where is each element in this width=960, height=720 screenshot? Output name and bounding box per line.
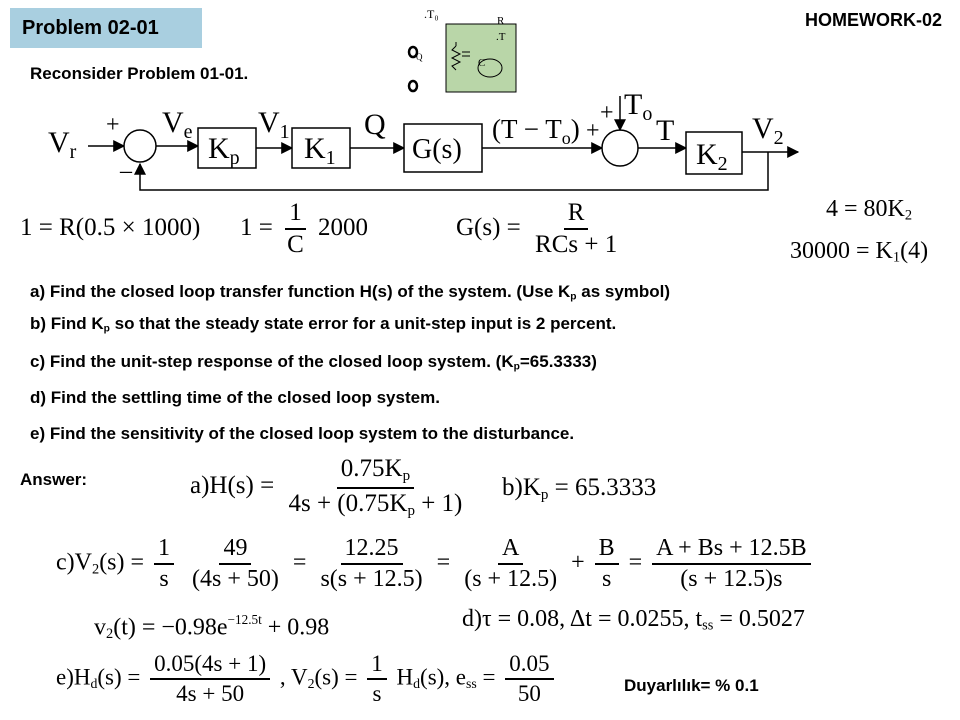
ve-label: $V_e$ [162, 106, 193, 143]
given-eq-2-lhs: 1 = [240, 213, 273, 241]
gs-block-label: G(s) [412, 134, 462, 165]
k1-block-label: $K_1$ [304, 132, 336, 169]
thumb-to-label: .T₀ [424, 7, 439, 21]
homework-label: HOMEWORK-02 [804, 10, 942, 30]
reconsider-text: Reconsider Problem 01-01. [30, 64, 249, 83]
thumb-q-label: Q [416, 52, 423, 62]
minus-1: – [120, 158, 132, 184]
given-eq-4: $4 = 80K_2$ [826, 196, 913, 224]
v1-label: $V_1$ [258, 106, 290, 143]
k2-block-label: $K_2$ [696, 138, 728, 175]
plus-3: + [600, 100, 614, 126]
answer-a: a)H(s) = $\frac{0.75K_p}{4s + (0.75K_p + 1)}$ [190, 456, 470, 519]
kp-block-label: $K_p$ [208, 132, 240, 169]
given-eq-1: 1 = R(0.5 × 1000) [20, 214, 201, 241]
thumb-port-1 [409, 47, 417, 57]
thumb-c-label: C [478, 57, 486, 69]
thumb-t-label: .T [496, 31, 506, 43]
block-diagram-svg [0, 86, 960, 202]
question-c: c) Find the unit-step response of the closed loop system. $(K_p=65.3333)$ [30, 352, 597, 373]
given-eq-2 [240, 200, 368, 259]
question-a: a) Find the closed loop transfer function H(s) of the system. (Use $K_p$ as symbol) [30, 282, 671, 303]
vr-label: $V_r$ [48, 126, 77, 163]
v2-label: $V_2$ [752, 112, 784, 149]
summing-junction-2 [602, 130, 638, 166]
thumb-r-label: R [497, 15, 505, 27]
to-label: $T_o$ [624, 88, 653, 125]
given-eq-2-rhs: 2000 [318, 213, 369, 241]
answer-label: Answer: [20, 470, 88, 489]
given-eq-3: G(s) = $\frac{R}{\text{RCs + 1}}$ [456, 200, 625, 259]
answer-a-fraction: $\frac{0.75K_p}{4s + (0.75K_p + 1)}$ [288, 455, 463, 519]
answer-v2t: $v_2(t) = -0.98e^{-12.5t} + 0.98$ [94, 612, 330, 643]
answer-d: d)τ = 0.08, Δt = 0.0255, $t_{ss} = 0.5027$ [462, 606, 805, 634]
answer-c: $c)V_2(s)$ = $\frac{1}{s}$ $\frac{49}{(4s + 50)}$ = $\frac{12.25}{s(s + 12.5)}$ = $\frac{A}{(s + 12.5)}$ + $\frac{B}{s}$ = $\frac{A + Bs + 12.5B}{(s + 12.5)s}$ [56, 536, 815, 592]
answer-b: $b)K_p = 65.3333$ [502, 474, 657, 503]
problem-title: Problem 02-01 [10, 8, 202, 48]
q-label: Q [364, 108, 386, 141]
duyarlilik-text: Duyarlılık= % 0.1 [624, 676, 759, 695]
tto-label: $(T - T_o)$ [492, 114, 580, 148]
circuit-thumbnail-svg [400, 2, 525, 98]
plus-2: + [586, 118, 600, 144]
question-e: e) Find the sensitivity of the closed loop system to the disturbance. [30, 424, 575, 443]
given-eq-3-fraction: $\frac{R}{\text{RCs + 1}}$ [535, 199, 618, 259]
block-diagram [0, 86, 960, 202]
question-d: d) Find the settling time of the closed loop system. [30, 388, 440, 407]
given-eq-2-fraction: $\frac{1}{C}$ [287, 199, 304, 259]
given-eq-5: $30000 = K_1(4)$ [790, 238, 929, 266]
answer-e: $e)H_d(s)$ = $\frac{0.05(4s + 1)}{4s + 50}$ , $V_2(s)$ = $\frac{1}{s}$ $H_d(s)$, $e_{ss}$ = $\frac{0.05}{50}$ [56, 652, 558, 706]
circuit-thumbnail [400, 2, 525, 98]
plus-1: + [106, 112, 120, 138]
question-b: b) Find $K_p$ so that the steady state error for a unit-step input is 2 percent. [30, 314, 617, 335]
t-label: T [656, 114, 675, 147]
